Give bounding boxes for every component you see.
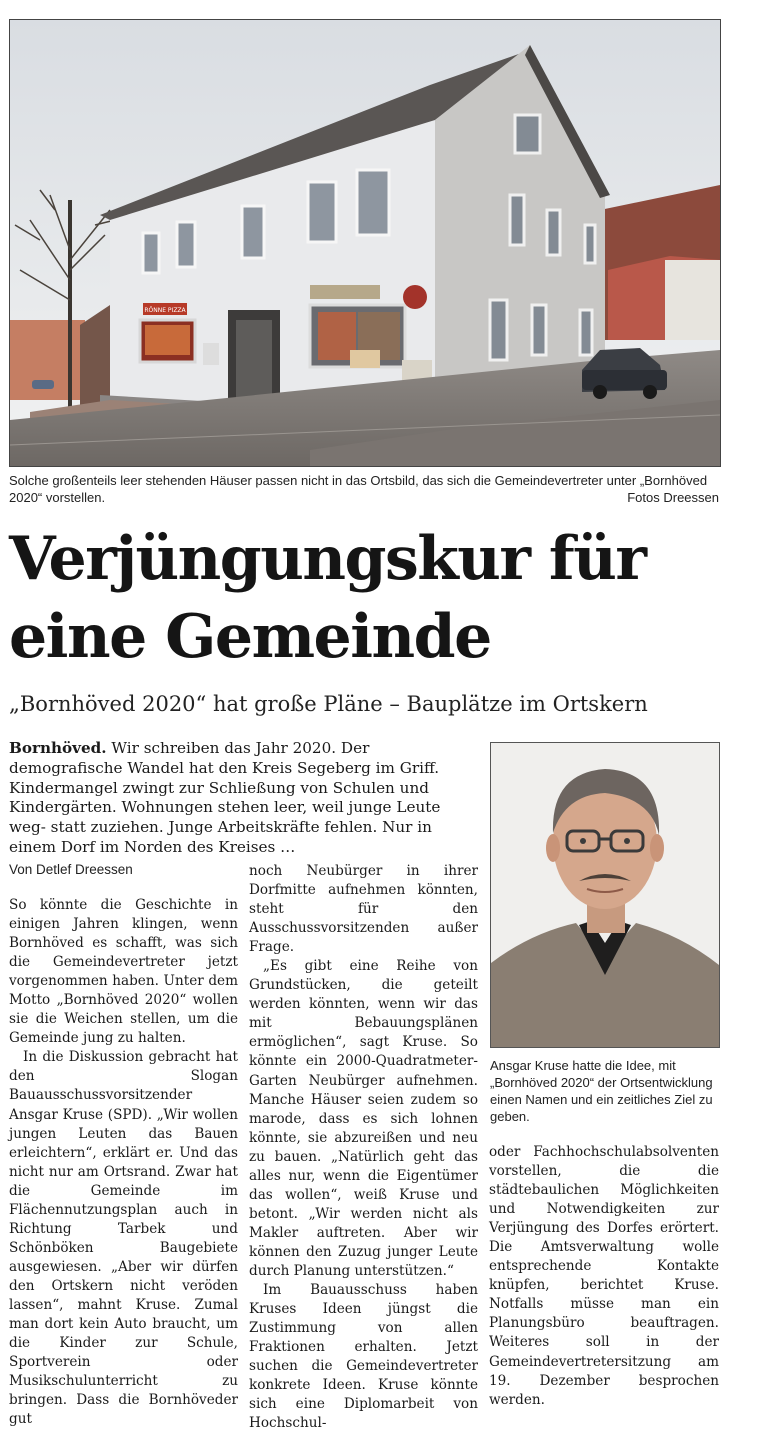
portrait-caption: Ansgar Kruse hatte die Idee, mit „Bornhöved 2020“ der Ortsentwicklung einen Namen und ein zeitliches Ziel zu geben. bbox=[490, 1058, 713, 1124]
portrait-graphic bbox=[491, 743, 719, 1047]
article-column-2 bbox=[249, 862, 478, 1433]
dateline: Bornhöved. bbox=[9, 739, 107, 757]
intro-text: Wir schreiben das Jahr 2020. Der demografische Wandel hat den Kreis Segeberg im Griff. Kindermangel zwingt zur Schließung von Schulen und Kindergärten. Wohnungen stehen leer, weil junge Leute weg- statt zuziehen. Junge Arbeitskräfte fehlen. Nur in einem Dorf im Norden des Kreises … bbox=[9, 739, 441, 856]
headline-line-2: eine Gemeinde bbox=[9, 602, 491, 672]
article-column-1 bbox=[9, 896, 238, 1429]
building-photo-graphic bbox=[10, 20, 720, 466]
body-paragraph-1: So könnte die Geschichte in einigen Jahren klingen, wenn Bornhöved es schafft, was sich die Gemeindevertreter jetzt vorgenommen haben. Unter dem Motto „Bornhöved 2020“ wollen sie die Weichen stellen, um die Gemeinde jung zu halten. bbox=[9, 897, 238, 1047]
article-column-3 bbox=[489, 1143, 719, 1410]
photo-caption-text: Solche großenteils leer stehenden Häuser passen nicht in das Ortsbild, das sich die Gemeindevertreter unter „Bornhöved 2020“ vorstellen. bbox=[9, 473, 708, 505]
byline: Von Detlef Dreessen bbox=[9, 862, 133, 877]
intro-paragraph bbox=[9, 739, 479, 858]
portrait-photo bbox=[490, 742, 720, 1048]
headline bbox=[9, 520, 749, 676]
body-paragraph-3: „Es gibt eine Reihe von Grundstücken, die geteilt werden könnten, wenn wir das mit Bebauungsplänen ermöglichen“, sagt Kruse. So könnte ein 2000-Quadratmeter-Garten Neubürger aufnehmen. Manche Häuser seien zudem so marode, dass es sich lohnen könnte, sie abzureißen und neu zu bauen. „Natürlich geht das alles nur, wenn die Eigentümer das wollen“, weiß Kruse und betont. „Wir werden nicht als Makler auftreten. Aber wir können den Zuzug junger Leute durch Planung unterstützen.“ bbox=[249, 958, 478, 1279]
svg-text:RÖNNE PIZZA: RÖNNE PIZZA bbox=[144, 307, 186, 314]
body-paragraph-4-continued: oder Fachhochschulabsolventen vorstellen, die die städtebaulichen Möglichkeiten und Notwendigkeiten zur Verjüngung des Dorfes erörtert. Die Amtsverwaltung wolle entsprechende Kontakte knüpfen, berichtet Kruse. Notfalls müsse man ein Planungsbüro beauftragen. Weiteres soll in der Gemeindevertretersitzung am 19. Dezember besprochen werden. bbox=[489, 1144, 719, 1408]
photo-caption bbox=[9, 472, 719, 506]
body-paragraph-2-continued: noch Neubürger in ihrer Dorfmitte aufnehmen könnten, steht für den Ausschussvorsitzenden außer Frage. bbox=[249, 863, 478, 956]
body-paragraph-2: In die Diskussion gebracht hat den Slogan Bauausschussvorsitzender Ansgar Kruse (SPD). „Wir wollen jungen Leuten das Bauen erleichtern“, erklärt er. Und das nicht nur am Ortsrand. Zwar hat die Gemeinde im Flächennutzungsplan auch in Richtung Tarbek und Schönböken Baugebiete ausgewiesen. „Aber wir dürfen den Ortskern nicht veröden lassen“, mahnt Kruse. Zumal man dort kein Auto braucht, um die Kinder zur Schule, Sportverein oder Musikschulunterricht zu bringen. Dass die Bornhöveder gut bbox=[9, 1049, 238, 1428]
body-paragraph-4: Im Bauausschuss haben Kruses Ideen jüngst die Zustimmung von allen Fraktionen erhalten. Jetzt suchen die Gemeindevertreter konkrete Ideen. Kruse könnte sich eine Diplomarbeit von Hochschul- bbox=[249, 1282, 478, 1432]
photo-credit: Fotos Dreessen bbox=[627, 490, 719, 505]
subheadline: „Bornhöved 2020“ hat große Pläne – Bauplätze im Ortskern bbox=[9, 692, 648, 716]
building-photo bbox=[9, 19, 721, 467]
headline-line-1: Verjüngungskur für bbox=[9, 524, 646, 594]
